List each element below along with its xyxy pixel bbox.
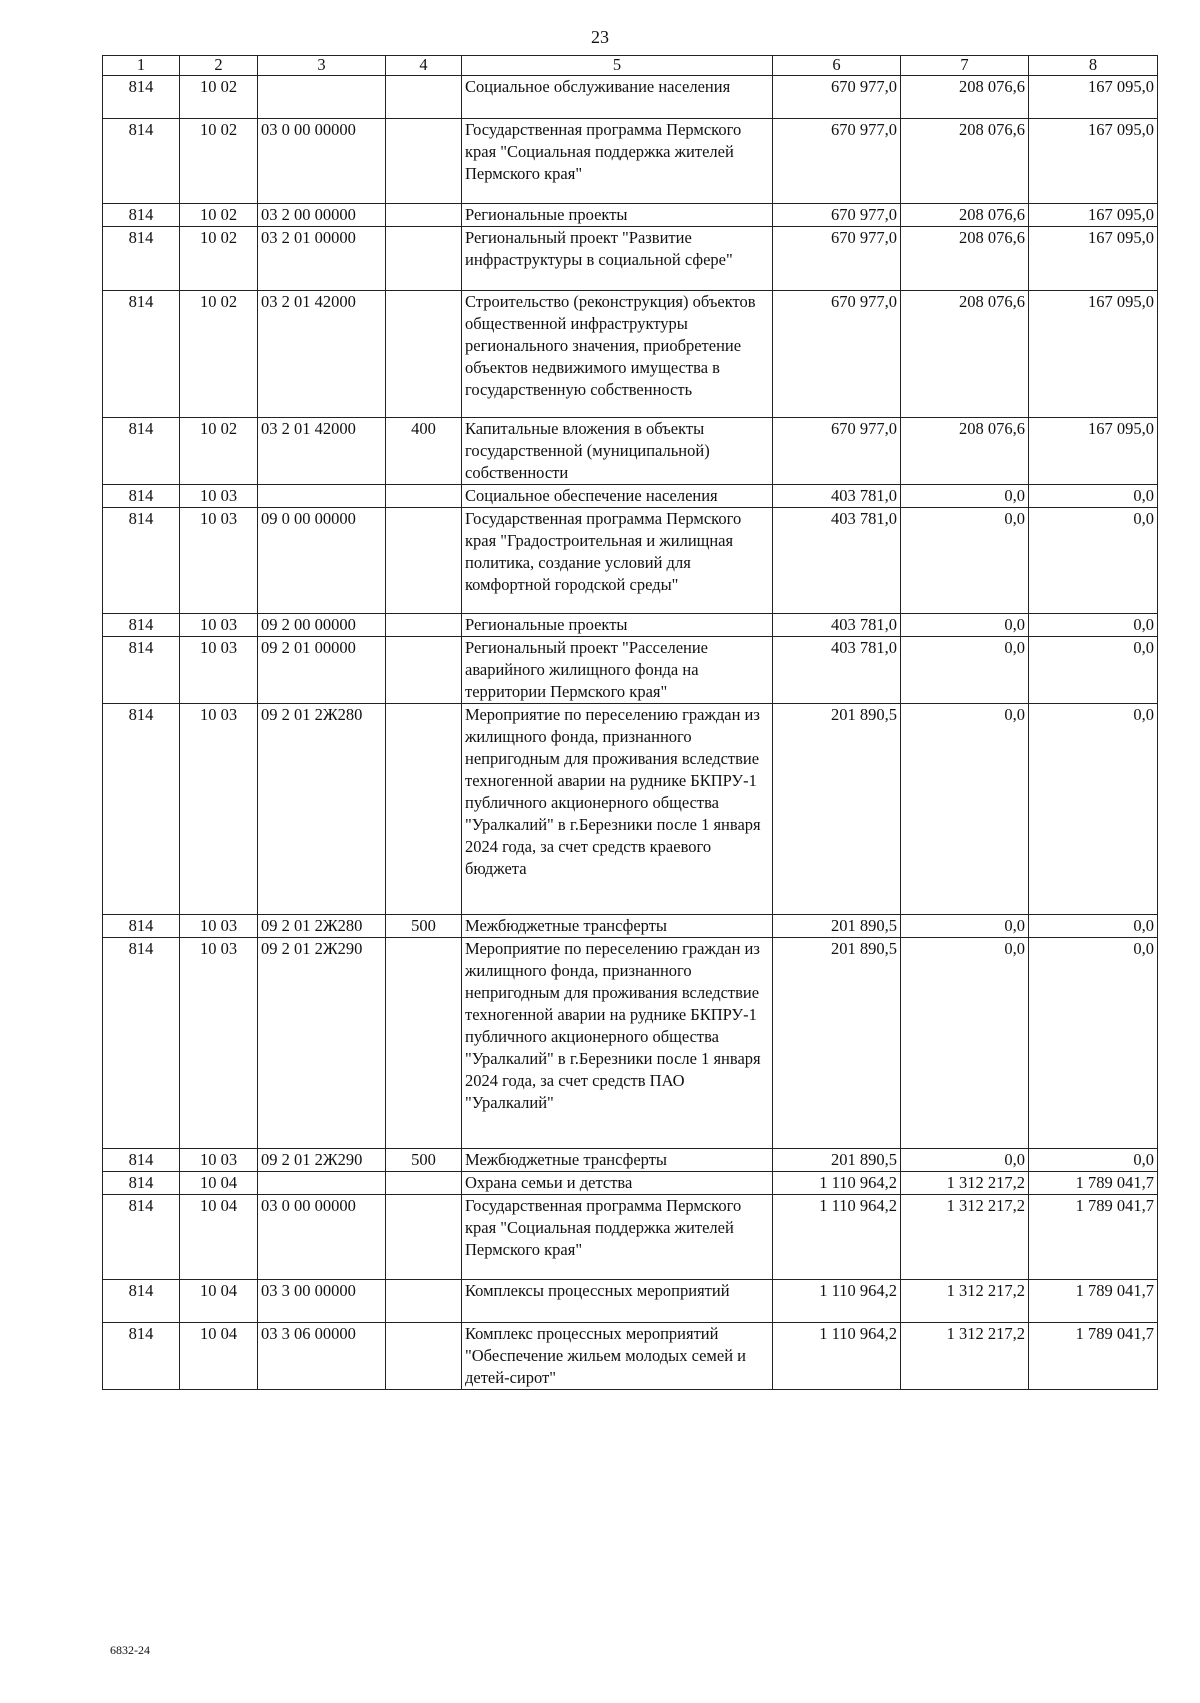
cell-amount-3: 167 095,0 xyxy=(1029,204,1158,227)
column-header: 5 xyxy=(462,56,773,76)
table-row xyxy=(103,614,1158,637)
cell-type: 400 xyxy=(386,418,462,485)
cell-type xyxy=(386,119,462,204)
cell-amount-2: 0,0 xyxy=(901,485,1029,508)
cell-section: 10 03 xyxy=(180,1149,258,1172)
document-code: 6832-24 xyxy=(110,1643,150,1657)
column-header: 3 xyxy=(258,56,386,76)
cell-name: Региональные проекты xyxy=(462,614,773,637)
cell-type xyxy=(386,227,462,291)
cell-target: 03 3 06 00000 xyxy=(258,1323,386,1390)
table-row xyxy=(103,227,1158,291)
cell-type xyxy=(386,637,462,704)
table-row xyxy=(103,1172,1158,1195)
cell-amount-1: 201 890,5 xyxy=(773,938,901,1149)
cell-amount-1: 670 977,0 xyxy=(773,227,901,291)
table-row xyxy=(103,1195,1158,1280)
cell-amount-1: 403 781,0 xyxy=(773,614,901,637)
cell-amount-3: 0,0 xyxy=(1029,704,1158,915)
cell-type: 500 xyxy=(386,1149,462,1172)
column-header: 6 xyxy=(773,56,901,76)
cell-section: 10 03 xyxy=(180,614,258,637)
cell-code: 814 xyxy=(103,418,180,485)
cell-amount-2: 0,0 xyxy=(901,1149,1029,1172)
cell-amount-3: 167 095,0 xyxy=(1029,418,1158,485)
table-row xyxy=(103,119,1158,204)
table-row xyxy=(103,915,1158,938)
cell-code: 814 xyxy=(103,1149,180,1172)
cell-amount-2: 0,0 xyxy=(901,704,1029,915)
cell-name: Межбюджетные трансферты xyxy=(462,1149,773,1172)
cell-target: 09 2 00 00000 xyxy=(258,614,386,637)
cell-amount-2: 208 076,6 xyxy=(901,291,1029,418)
cell-type xyxy=(386,204,462,227)
cell-amount-3: 167 095,0 xyxy=(1029,76,1158,119)
cell-amount-3: 0,0 xyxy=(1029,637,1158,704)
cell-code: 814 xyxy=(103,119,180,204)
cell-target: 09 2 01 2Ж280 xyxy=(258,704,386,915)
column-header: 7 xyxy=(901,56,1029,76)
cell-section: 10 03 xyxy=(180,915,258,938)
cell-amount-2: 1 312 217,2 xyxy=(901,1323,1029,1390)
cell-amount-2: 0,0 xyxy=(901,508,1029,614)
cell-section: 10 02 xyxy=(180,418,258,485)
cell-type xyxy=(386,938,462,1149)
cell-section: 10 04 xyxy=(180,1323,258,1390)
cell-amount-2: 0,0 xyxy=(901,938,1029,1149)
cell-code: 814 xyxy=(103,204,180,227)
cell-code: 814 xyxy=(103,1323,180,1390)
cell-section: 10 04 xyxy=(180,1172,258,1195)
table-row xyxy=(103,76,1158,119)
budget-table xyxy=(102,55,1158,1390)
table-row xyxy=(103,704,1158,915)
cell-amount-2: 208 076,6 xyxy=(901,227,1029,291)
cell-amount-1: 1 110 964,2 xyxy=(773,1195,901,1280)
cell-amount-3: 1 789 041,7 xyxy=(1029,1280,1158,1323)
cell-code: 814 xyxy=(103,704,180,915)
cell-type xyxy=(386,1195,462,1280)
cell-code: 814 xyxy=(103,915,180,938)
cell-type xyxy=(386,508,462,614)
cell-amount-1: 403 781,0 xyxy=(773,637,901,704)
cell-amount-2: 208 076,6 xyxy=(901,76,1029,119)
cell-amount-3: 1 789 041,7 xyxy=(1029,1172,1158,1195)
cell-code: 814 xyxy=(103,485,180,508)
cell-section: 10 02 xyxy=(180,291,258,418)
cell-target: 09 2 01 2Ж280 xyxy=(258,915,386,938)
table-row xyxy=(103,1149,1158,1172)
cell-name: Социальное обслуживание населения xyxy=(462,76,773,119)
table-row xyxy=(103,1323,1158,1390)
cell-type xyxy=(386,1323,462,1390)
table-row xyxy=(103,204,1158,227)
page-number: 23 xyxy=(591,27,609,47)
cell-name: Социальное обеспечение населения xyxy=(462,485,773,508)
cell-target: 03 0 00 00000 xyxy=(258,119,386,204)
cell-amount-1: 201 890,5 xyxy=(773,1149,901,1172)
column-header: 1 xyxy=(103,56,180,76)
cell-target: 09 2 01 00000 xyxy=(258,637,386,704)
cell-amount-3: 0,0 xyxy=(1029,485,1158,508)
cell-amount-3: 1 789 041,7 xyxy=(1029,1323,1158,1390)
cell-amount-2: 208 076,6 xyxy=(901,418,1029,485)
cell-section: 10 03 xyxy=(180,508,258,614)
cell-name: Межбюджетные трансферты xyxy=(462,915,773,938)
cell-section: 10 02 xyxy=(180,227,258,291)
cell-section: 10 03 xyxy=(180,938,258,1149)
cell-amount-2: 0,0 xyxy=(901,915,1029,938)
cell-amount-2: 1 312 217,2 xyxy=(901,1280,1029,1323)
cell-name: Капитальные вложения в объекты государственной (муниципальной) собственности xyxy=(462,418,773,485)
cell-target: 09 0 00 00000 xyxy=(258,508,386,614)
table-row xyxy=(103,508,1158,614)
cell-amount-1: 403 781,0 xyxy=(773,508,901,614)
column-header: 8 xyxy=(1029,56,1158,76)
cell-amount-3: 167 095,0 xyxy=(1029,119,1158,204)
cell-code: 814 xyxy=(103,1280,180,1323)
cell-amount-2: 1 312 217,2 xyxy=(901,1172,1029,1195)
cell-target: 03 2 01 42000 xyxy=(258,291,386,418)
cell-section: 10 04 xyxy=(180,1195,258,1280)
cell-name: Комплексы процессных мероприятий xyxy=(462,1280,773,1323)
table-row xyxy=(103,485,1158,508)
cell-amount-1: 670 977,0 xyxy=(773,291,901,418)
cell-target: 09 2 01 2Ж290 xyxy=(258,1149,386,1172)
cell-amount-3: 167 095,0 xyxy=(1029,227,1158,291)
cell-amount-1: 670 977,0 xyxy=(773,119,901,204)
cell-type xyxy=(386,614,462,637)
table-row xyxy=(103,637,1158,704)
cell-amount-2: 208 076,6 xyxy=(901,119,1029,204)
cell-section: 10 03 xyxy=(180,485,258,508)
cell-name: Комплекс процессных мероприятий "Обеспечение жильем молодых семей и детей-сирот" xyxy=(462,1323,773,1390)
cell-type xyxy=(386,1280,462,1323)
cell-amount-1: 1 110 964,2 xyxy=(773,1172,901,1195)
cell-code: 814 xyxy=(103,938,180,1149)
cell-amount-3: 0,0 xyxy=(1029,614,1158,637)
cell-code: 814 xyxy=(103,76,180,119)
column-header: 2 xyxy=(180,56,258,76)
cell-name: Региональные проекты xyxy=(462,204,773,227)
cell-amount-1: 201 890,5 xyxy=(773,915,901,938)
cell-section: 10 02 xyxy=(180,76,258,119)
cell-name: Государственная программа Пермского края "Социальная поддержка жителей Пермского края" xyxy=(462,1195,773,1280)
cell-amount-1: 403 781,0 xyxy=(773,485,901,508)
cell-target xyxy=(258,485,386,508)
cell-name: Строительство (реконструкция) объектов общественной инфраструктуры регионального значения, приобретение объектов недвижимого имущества в государственную собственность xyxy=(462,291,773,418)
cell-amount-1: 201 890,5 xyxy=(773,704,901,915)
cell-section: 10 03 xyxy=(180,704,258,915)
cell-target: 09 2 01 2Ж290 xyxy=(258,938,386,1149)
cell-amount-2: 0,0 xyxy=(901,614,1029,637)
cell-amount-3: 0,0 xyxy=(1029,938,1158,1149)
cell-amount-1: 670 977,0 xyxy=(773,76,901,119)
cell-type xyxy=(386,291,462,418)
cell-target xyxy=(258,1172,386,1195)
header-row xyxy=(103,56,1158,76)
cell-name: Мероприятие по переселению граждан из жилищного фонда, признанного непригодным для проживания вследствие техногенной аварии на руднике БКПРУ-1 публичного акционерного общества "Уралкалий" в г.Березники после 1 января 2024 года, за счет средств ПАО "Уралкалий" xyxy=(462,938,773,1149)
cell-type xyxy=(386,1172,462,1195)
cell-section: 10 03 xyxy=(180,637,258,704)
table-row xyxy=(103,291,1158,418)
cell-name: Государственная программа Пермского края "Социальная поддержка жителей Пермского края" xyxy=(462,119,773,204)
table-row xyxy=(103,418,1158,485)
cell-target xyxy=(258,76,386,119)
cell-amount-2: 1 312 217,2 xyxy=(901,1195,1029,1280)
table-row xyxy=(103,938,1158,1149)
cell-type xyxy=(386,485,462,508)
cell-code: 814 xyxy=(103,508,180,614)
cell-section: 10 04 xyxy=(180,1280,258,1323)
cell-code: 814 xyxy=(103,637,180,704)
cell-amount-3: 0,0 xyxy=(1029,915,1158,938)
cell-code: 814 xyxy=(103,1195,180,1280)
cell-amount-3: 1 789 041,7 xyxy=(1029,1195,1158,1280)
cell-code: 814 xyxy=(103,227,180,291)
cell-code: 814 xyxy=(103,291,180,418)
cell-name: Мероприятие по переселению граждан из жилищного фонда, признанного непригодным для проживания вследствие техногенной аварии на руднике БКПРУ-1 публичного акционерного общества "Уралкалий" в г.Березники после 1 января 2024 года, за счет средств краевого бюджета xyxy=(462,704,773,915)
column-header: 4 xyxy=(386,56,462,76)
cell-type: 500 xyxy=(386,915,462,938)
cell-code: 814 xyxy=(103,1172,180,1195)
cell-amount-2: 208 076,6 xyxy=(901,204,1029,227)
cell-amount-3: 167 095,0 xyxy=(1029,291,1158,418)
cell-target: 03 2 01 00000 xyxy=(258,227,386,291)
cell-name: Региональный проект "Расселение аварийного жилищного фонда на территории Пермского края" xyxy=(462,637,773,704)
cell-amount-3: 0,0 xyxy=(1029,508,1158,614)
cell-target: 03 3 00 00000 xyxy=(258,1280,386,1323)
cell-amount-3: 0,0 xyxy=(1029,1149,1158,1172)
cell-amount-1: 1 110 964,2 xyxy=(773,1280,901,1323)
table-row xyxy=(103,1280,1158,1323)
cell-target: 03 2 00 00000 xyxy=(258,204,386,227)
cell-amount-1: 1 110 964,2 xyxy=(773,1323,901,1390)
cell-type xyxy=(386,704,462,915)
cell-name: Охрана семьи и детства xyxy=(462,1172,773,1195)
cell-name: Региональный проект "Развитие инфраструктуры в социальной сфере" xyxy=(462,227,773,291)
cell-code: 814 xyxy=(103,614,180,637)
cell-amount-1: 670 977,0 xyxy=(773,204,901,227)
cell-name: Государственная программа Пермского края "Градостроительная и жилищная политика, создание условий для комфортной городской среды" xyxy=(462,508,773,614)
cell-type xyxy=(386,76,462,119)
cell-section: 10 02 xyxy=(180,119,258,204)
cell-section: 10 02 xyxy=(180,204,258,227)
cell-target: 03 2 01 42000 xyxy=(258,418,386,485)
cell-amount-1: 670 977,0 xyxy=(773,418,901,485)
cell-amount-2: 0,0 xyxy=(901,637,1029,704)
cell-target: 03 0 00 00000 xyxy=(258,1195,386,1280)
